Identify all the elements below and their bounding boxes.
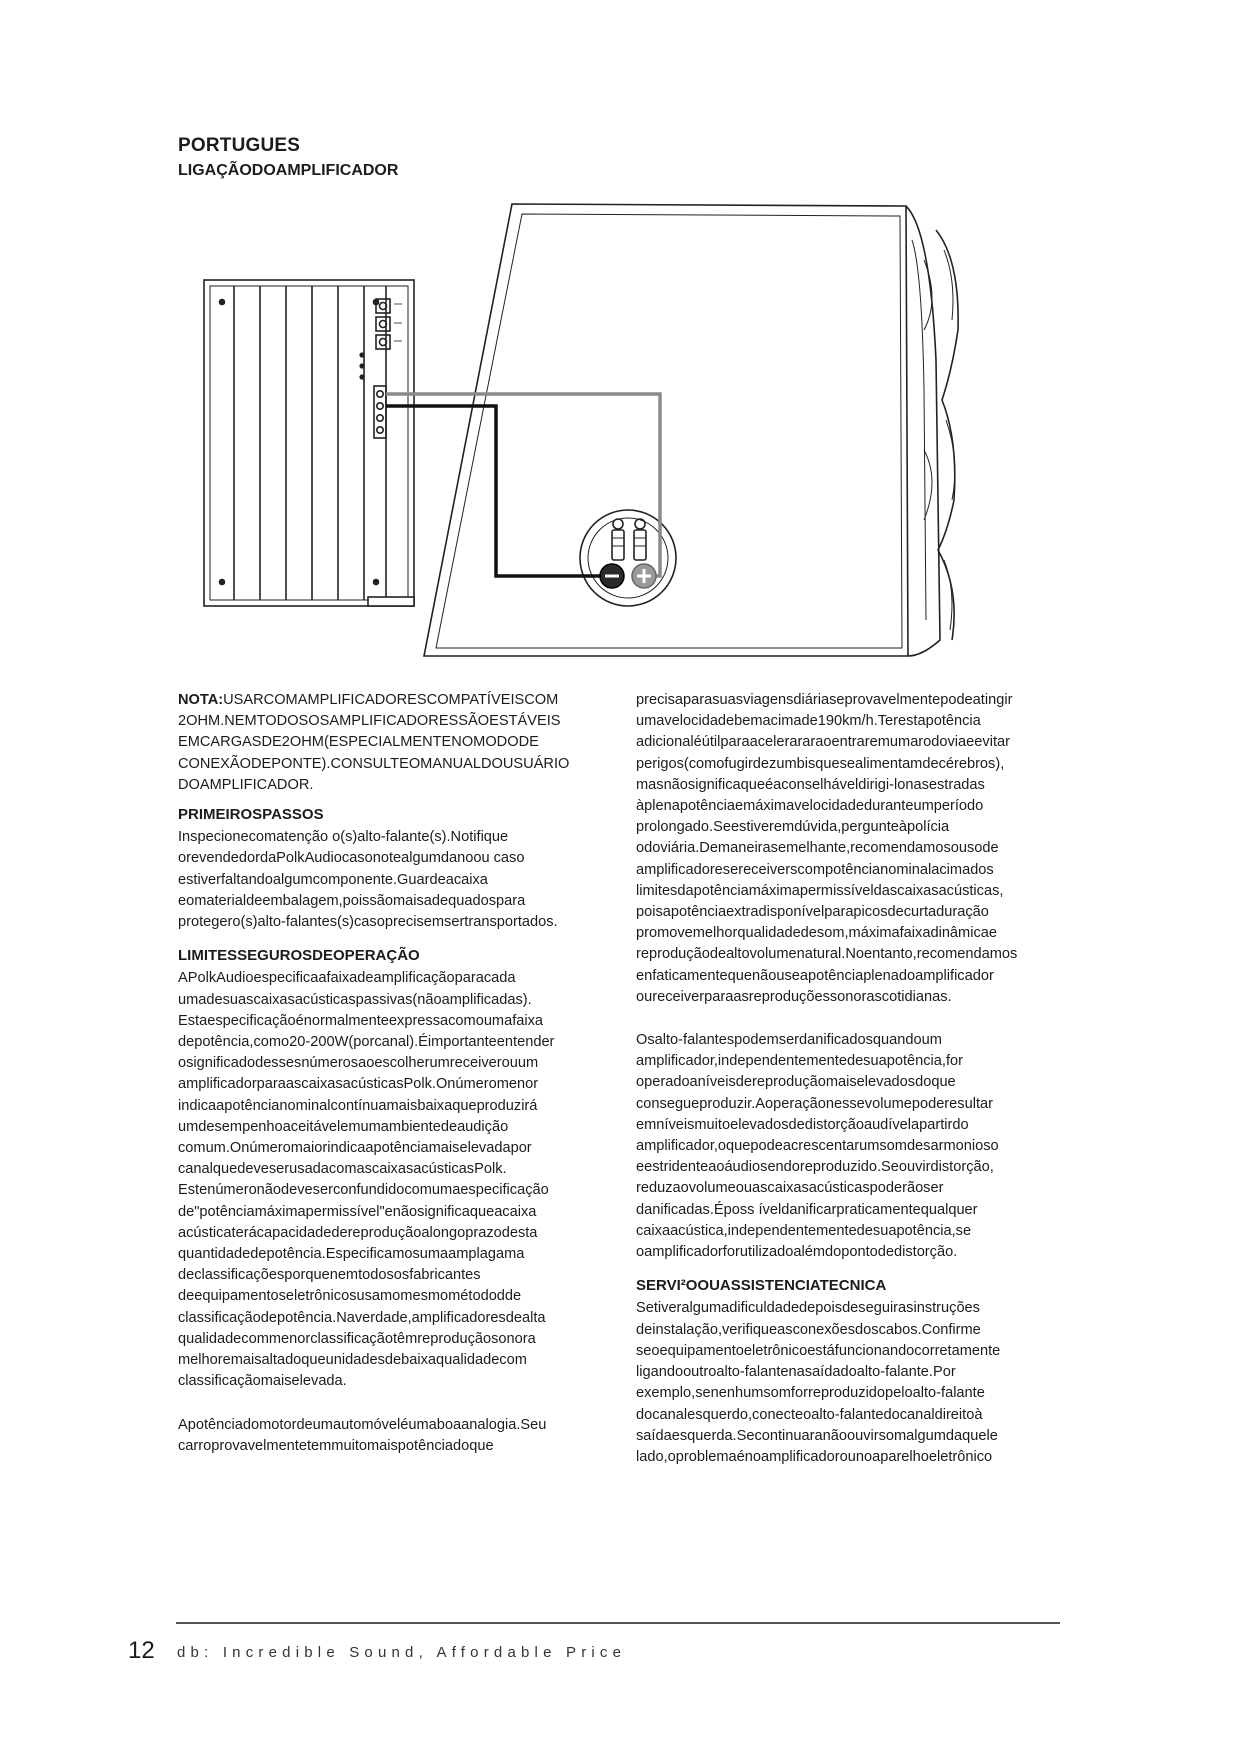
- footer-divider: [176, 1622, 1060, 1624]
- primeiros-passos-heading: PRIMEIROSPASSOS: [178, 806, 324, 824]
- right-text-column: [636, 690, 1031, 1472]
- positive-speaker-wire: [386, 394, 660, 576]
- negative-speaker-wire: [386, 406, 602, 576]
- page-number: 12: [128, 1637, 155, 1664]
- footer-tagline: db: Incredible Sound, Affordable Price: [177, 1644, 627, 1661]
- subwoofer-box-illustration: [424, 204, 958, 656]
- nota-text: USARCOMAMPLIFICADORESCOMPATÍVEISCOM 2OHM.NEMTODOSOSAMPLIFICADORESSÃOESTÁVEIS EMCARGASDE2OHM(ESPECIALMENTENOMODODE CONEXÃODEPONTE).CONSULTEOMANUALDOUSUÁRIO DOAMPLIFICADOR.: [178, 692, 570, 793]
- continuacao-text: precisaparasuasviagensdiáriaseprovavelmentepodeatingir umavelocidadebemacimade190km/h.Terestapotência adicionaléútilparaacelerararaoentraremumarodoviaeevitar perigos(comofugirdezumbisquesealimentamdecérebros), masnãosignificaqueéaconselháveldirigi-lonasestradas àplenapotênciaemáximavelocidadeduranteumperíodo prolongado.Seestiveremdúvida,pergunteàpolícia odoviária.Demaneirasemelhante,recomendamosousode amplificadoresereceiverscompotêncianominalacimados limitesdapotênciamáximapermissíveldascaixasacústicas, poisapotênciaextradisponívelparapicosdecurtaduração promovemelhorqualidadedesom,máximafaixadinâmicae reproduçãodealtovolumenatural.Noentanto,recomendamos enfaticamentequenãouseapotênciaplenadoamplificador oureceiverparaasreproduçõessonorascotidianas.: [636, 692, 1018, 1005]
- servico-text: Setiveralgumadificuldadedepoisdeseguirasinstruções deinstalação,verifiqueasconexõesdoscabos.Confirme seoequipamentoeletrônicoestáfuncionandocorretamente ligandooutroalto-falantenasaídadoalto-falante.Por exemplo,senenhumsomforreproduzidopeloalto-falante docanalesquerdo,conecteoalto-falantedocanaldireitoà saídaesquerda.Secontinuaranãoouvirsomalgumdaquele lado,oproblemaénoamplificadorounoaparelhoeletrônico: [636, 1300, 1001, 1465]
- left-text-column: [178, 690, 573, 1461]
- limites-text: APolkAudioespecificaafaixadeamplificaçãoparacada umadesuascaixasacústicaspassivas(nãoamplificadas). Estaespecificaçãoénormalmenteexpressacomoumafaixa depotência,como20-200W(porcanal).Éimportanteentender osignificadodessesnúmerosaoescolherumreceiverouum amplificadorparaascaixasacústicasPolk.Onúmeromenor indicaapotêncianominalcontínuamaisbaixaqueproduzirá umdesempenhoaceitávelemumambientedeaudição comum.Onúmeromaiorindicaapotênciamaiselevadapor canalquedeveserusadacomascaixasacústicasPolk. Estenúmeronãodeveserconfundidocomumaespecificação de"potênciamáximapermissível"enãosignificaqueacaixa acústicaterácapacidadedereproduçãoalongoprazodesta quantidadedepotência.Especificamosumaamplagama declassificaçõesporquenemtodososfabricantes deequipamentoseletrônicosusamomesmométododde classificaçãodepotência.Naverdade,amplificadoresdealta qualidadecommenorclassificaçãotêmreproduçãosonora melhoremaisaltadoqueunidadesdebaixaqualidadecom classificaçãomaiselevada.: [178, 970, 555, 1390]
- language-heading: PORTUGUES: [178, 135, 301, 156]
- amplifier-connection-diagram: [200, 200, 1030, 660]
- nota-label: NOTA:: [178, 692, 224, 708]
- nota-paragraph: [178, 690, 573, 796]
- primeiros-passos-text: Inspecionecomatenção o(s)alto-falante(s).Notifique orevendedordaPolkAudiocasonotealgumdanoou caso estiverfaltandoalgumcomponente.Guardeacaixa eomaterialdeembalagem,poissãomaisadequadospara protegero(s)alto-falantes(s)casoprecisemsertransportados.: [178, 829, 558, 931]
- limites-heading: LIMITESSEGUROSDEOPERAÇÃO: [178, 947, 420, 965]
- amplifier-illustration: [204, 280, 414, 606]
- danos-text: Osalto-falantespodemserdanificadosquandoum amplificador,independentementedesuapotência,for operadoaníveisdereproduçãomaiselevadosdoque consegueproduzir.Aoperaçãonessevolumepoderesultar emníveismuitoelevadosdedistorçãoaudívelapartirdo amplificador,oquepodeacrescentarumsomdesarmonioso eestridenteaoáudiosendoreproduzido.Seouvirdistorção, reduzaovolumeouascaixasacústicaspoderãoser danificadas.Époss íveldanificarpraticamentequalquer caixaacústica,independentementedesuapotência,se oamplificadorforutilizadoalémdopontodedistorção.: [636, 1032, 999, 1261]
- analogia-text: Apotênciadomotordeumautomóveléumaboaanalogia.Seu carroprovavelmentetemmuitomaispotênciadoque: [178, 1416, 547, 1454]
- section-title: LIGAÇÃODOAMPLIFICADOR: [178, 162, 399, 179]
- servico-heading: SERVI²OOUASSISTENCIATECNICA: [636, 1277, 887, 1295]
